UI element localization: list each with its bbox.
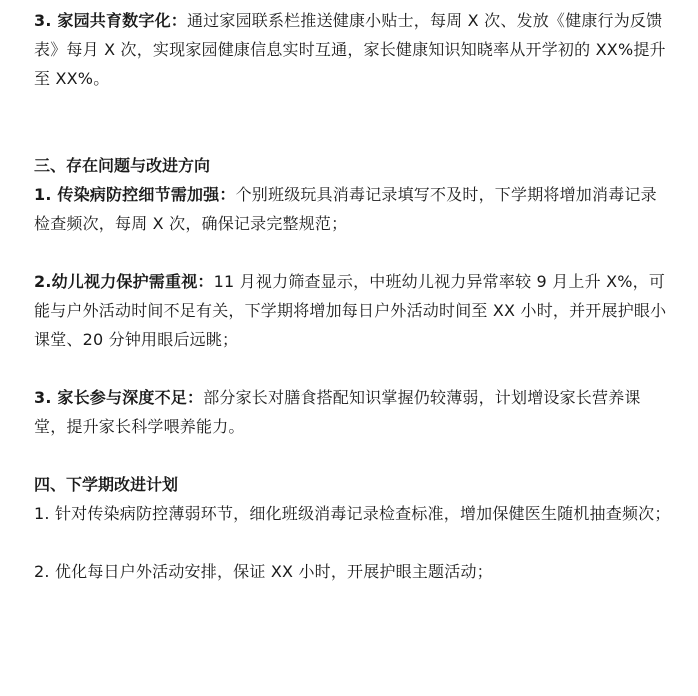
plan-item-epidemic: 1. 针对传染病防控薄弱环节，细化班级消毒记录检查标准，增加保健医生随机抽查频次；: [34, 504, 671, 523]
problem-item-parents: [34, 383, 672, 441]
spacer: [34, 238, 672, 267]
problem-item-epidemic: [34, 180, 672, 238]
spacer: [34, 441, 672, 470]
spacer: [34, 354, 672, 383]
item-label: 3. 家长参与深度不足：: [34, 388, 204, 407]
item-text: 个别班级玩具消毒记录填写不及时，下学期将增加消毒记录检查频次，每周 X 次，确保记录完整规范；: [34, 185, 657, 233]
spacer: [34, 93, 672, 122]
section-heading-problems: 三、存在问题与改进方向: [34, 156, 211, 175]
spacer: [34, 528, 672, 557]
plan-item-outdoor: 2. 优化每日户外活动安排，保证 XX 小时，开展护眼主题活动；: [34, 562, 493, 581]
paragraph-home-school-digital: [34, 6, 672, 93]
item-label: 1. 传染病防控细节需加强：: [34, 185, 236, 204]
problem-item-vision: [34, 267, 672, 354]
paragraph-label: 3. 家园共育数字化：: [34, 11, 187, 30]
item-label: 2.幼儿视力保护需重视：: [34, 272, 214, 291]
section-heading-plan: 四、下学期改进计划: [34, 475, 179, 494]
spacer: [34, 122, 672, 151]
item-text: 部分家长对膳食搭配知识掌握仍较薄弱，计划增设家长营养课堂，提升家长科学喂养能力。: [34, 388, 641, 436]
paragraph-text: 通过家园联系栏推送健康小贴士，每周 X 次、发放《健康行为反馈表》每月 X 次，实现家园健康信息实时互通，家长健康知识知晓率从开学初的 XX%提升至 XX%。: [34, 11, 666, 88]
item-text: 11 月视力筛查显示，中班幼儿视力异常率较 9 月上升 X%，可能与户外活动时间不足有关，下学期将增加每日户外活动时间至 XX 小时，并开展护眼小课堂、20 分钟用眼后远眺；: [34, 272, 667, 349]
